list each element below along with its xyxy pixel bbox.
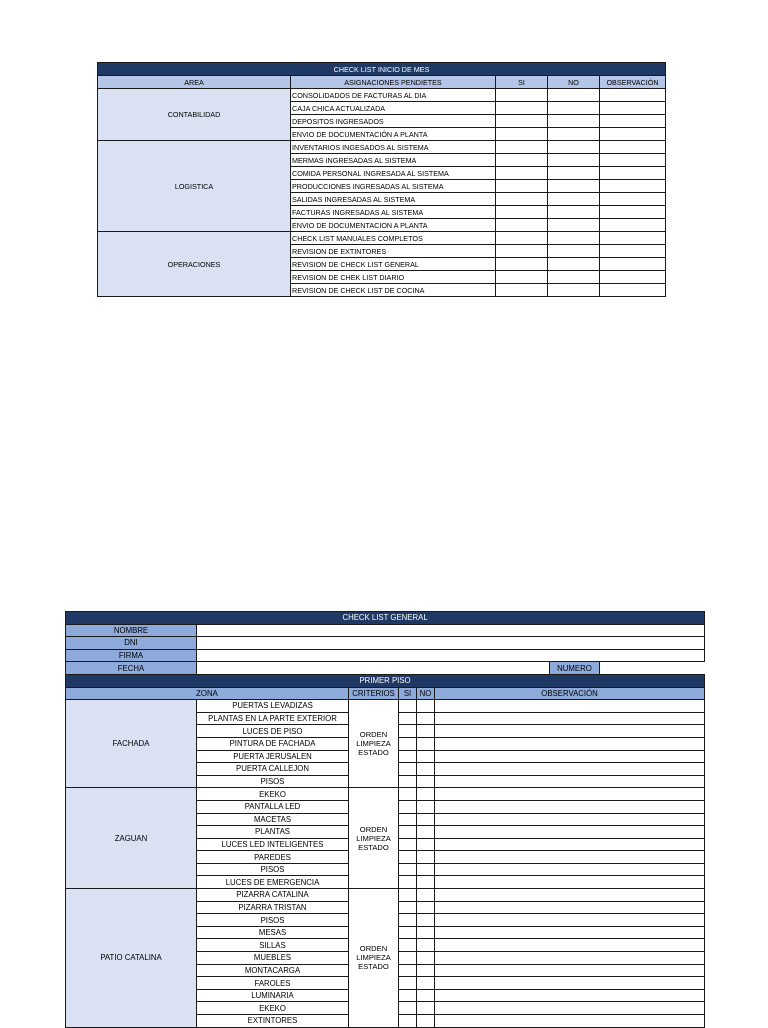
si-checkbox-cell[interactable] <box>399 939 417 952</box>
si-checkbox-cell[interactable] <box>399 700 417 713</box>
field-label-firma: FIRMA <box>66 649 197 662</box>
criteria-cell <box>349 788 399 889</box>
no-checkbox-cell[interactable] <box>548 232 600 245</box>
field-label-fecha: FECHA <box>66 662 197 675</box>
si-checkbox-cell[interactable] <box>399 876 417 889</box>
numero-input[interactable] <box>600 662 705 675</box>
si-checkbox-cell[interactable] <box>496 115 548 128</box>
observation-cell[interactable] <box>435 977 705 990</box>
no-checkbox-cell[interactable] <box>548 89 600 102</box>
observation-cell[interactable] <box>435 725 705 738</box>
criteria-label: LIMPIEZA <box>356 833 391 843</box>
zone-item-cell: PIZARRA CATALINA <box>197 889 349 902</box>
no-checkbox-cell[interactable] <box>548 167 600 180</box>
observation-cell[interactable] <box>435 939 705 952</box>
observation-cell[interactable] <box>435 763 705 776</box>
si-checkbox-cell[interactable] <box>399 763 417 776</box>
si-checkbox-cell[interactable] <box>496 154 548 167</box>
criteria-label: LIMPIEZA <box>356 953 391 963</box>
si-checkbox-cell[interactable] <box>399 737 417 750</box>
zone-cell: ZAGUAN <box>66 788 197 889</box>
observation-cell[interactable] <box>600 89 666 102</box>
observation-cell[interactable] <box>435 700 705 713</box>
no-checkbox-cell[interactable] <box>417 1015 435 1028</box>
no-checkbox-cell[interactable] <box>417 775 435 788</box>
no-checkbox-cell[interactable] <box>417 914 435 927</box>
observation-cell[interactable] <box>600 271 666 284</box>
si-checkbox-cell[interactable] <box>496 206 548 219</box>
no-checkbox-cell[interactable] <box>417 989 435 1002</box>
header-criterios: CRITERIOS <box>349 687 399 700</box>
zone-item-cell: EKEKO <box>197 1002 349 1015</box>
no-checkbox-cell[interactable] <box>417 977 435 990</box>
si-checkbox-cell[interactable] <box>399 851 417 864</box>
task-cell: PRODUCCIONES INGRESADAS AL SISTEMA <box>291 180 496 193</box>
zone-item-cell: PANTALLA LED <box>197 800 349 813</box>
no-checkbox-cell[interactable] <box>417 964 435 977</box>
observation-cell[interactable] <box>600 245 666 258</box>
table-row <box>98 232 666 245</box>
observation-cell[interactable] <box>435 851 705 864</box>
zone-item-cell: PLANTAS <box>197 826 349 839</box>
si-checkbox-cell[interactable] <box>496 102 548 115</box>
observation-cell[interactable] <box>600 141 666 154</box>
header-zona: ZONA <box>66 687 349 700</box>
header-asignaciones: ASIGNACIONES PENDIETES <box>291 76 496 89</box>
si-checkbox-cell[interactable] <box>399 863 417 876</box>
task-cell: REVISION DE CHECK LIST GENERAL <box>291 258 496 271</box>
observation-cell[interactable] <box>600 284 666 297</box>
no-checkbox-cell[interactable] <box>548 154 600 167</box>
criteria-label: ESTADO <box>358 962 389 972</box>
si-checkbox-cell[interactable] <box>399 901 417 914</box>
observation-cell[interactable] <box>600 128 666 141</box>
zone-cell: PATIO CATALINA <box>66 889 197 1028</box>
si-checkbox-cell[interactable] <box>399 838 417 851</box>
task-cell: REVISION DE EXTINTORES <box>291 245 496 258</box>
zone-item-cell: PIZARRA TRISTAN <box>197 901 349 914</box>
si-checkbox-cell[interactable] <box>399 1015 417 1028</box>
observation-cell[interactable] <box>600 167 666 180</box>
no-checkbox-cell[interactable] <box>417 826 435 839</box>
zone-cell: FACHADA <box>66 700 197 788</box>
observation-cell[interactable] <box>435 901 705 914</box>
criteria-cell <box>349 700 399 788</box>
si-checkbox-cell[interactable] <box>496 245 548 258</box>
checklist-general-table <box>65 611 705 1028</box>
si-checkbox-cell[interactable] <box>496 89 548 102</box>
observation-cell[interactable] <box>435 1002 705 1015</box>
no-checkbox-cell[interactable] <box>417 788 435 801</box>
task-cell: ENVIO DE DOCUMENTACIÓN A PLANTA <box>291 128 496 141</box>
no-checkbox-cell[interactable] <box>548 219 600 232</box>
numero-label: NUMERO <box>550 662 600 675</box>
si-checkbox-cell[interactable] <box>399 977 417 990</box>
no-checkbox-cell[interactable] <box>417 952 435 965</box>
field-input-nombre[interactable] <box>197 624 705 637</box>
no-checkbox-cell[interactable] <box>548 271 600 284</box>
si-checkbox-cell[interactable] <box>399 750 417 763</box>
zone-item-cell: MESAS <box>197 926 349 939</box>
criteria-label: ORDEN <box>359 944 388 954</box>
task-cell: SALIDAS INGRESADAS AL SISTEMA <box>291 193 496 206</box>
si-checkbox-cell[interactable] <box>399 725 417 738</box>
si-checkbox-cell[interactable] <box>399 989 417 1002</box>
observation-cell[interactable] <box>600 219 666 232</box>
zone-item-cell: EKEKO <box>197 788 349 801</box>
zone-item-cell: PLANTAS EN LA PARTE EXTERIOR <box>197 712 349 725</box>
table-row <box>66 889 705 902</box>
observation-cell[interactable] <box>600 102 666 115</box>
observation-cell[interactable] <box>435 926 705 939</box>
task-cell: CHECK LIST MANUALES COMPLETOS <box>291 232 496 245</box>
zone-item-cell: LUMINARIA <box>197 989 349 1002</box>
field-input-dni[interactable] <box>197 637 705 650</box>
si-checkbox-cell[interactable] <box>399 926 417 939</box>
field-input-fecha[interactable] <box>197 662 550 675</box>
observation-cell[interactable] <box>600 115 666 128</box>
no-checkbox-cell[interactable] <box>417 851 435 864</box>
observation-cell[interactable] <box>435 712 705 725</box>
si-checkbox-cell[interactable] <box>496 219 548 232</box>
zone-item-cell: SILLAS <box>197 939 349 952</box>
header-no: NO <box>548 76 600 89</box>
no-checkbox-cell[interactable] <box>417 800 435 813</box>
table-row <box>98 89 666 102</box>
observation-cell[interactable] <box>435 876 705 889</box>
checklist-inicio-mes-table <box>97 62 666 297</box>
field-label-dni: DNI <box>66 637 197 650</box>
zone-item-cell: FAROLES <box>197 977 349 990</box>
zone-item-cell: MUEBLES <box>197 952 349 965</box>
observation-cell[interactable] <box>435 914 705 927</box>
si-checkbox-cell[interactable] <box>496 193 548 206</box>
zone-item-cell: LUCES DE PISO <box>197 725 349 738</box>
no-checkbox-cell[interactable] <box>417 838 435 851</box>
si-checkbox-cell[interactable] <box>496 258 548 271</box>
no-checkbox-cell[interactable] <box>548 141 600 154</box>
zone-item-cell: MACETAS <box>197 813 349 826</box>
inicio-mes-title: CHECK LIST INICIO DE MES <box>98 63 666 76</box>
observation-cell[interactable] <box>600 258 666 271</box>
criteria-label: ESTADO <box>358 748 389 758</box>
observation-cell[interactable] <box>600 180 666 193</box>
zone-item-cell: PUERTAS LEVADIZAS <box>197 700 349 713</box>
no-checkbox-cell[interactable] <box>548 102 600 115</box>
si-checkbox-cell[interactable] <box>399 712 417 725</box>
si-checkbox-cell[interactable] <box>399 826 417 839</box>
task-cell: REVISION DE CHECK LIST DE COCINA <box>291 284 496 297</box>
header-no: NO <box>417 687 435 700</box>
zone-item-cell: PISOS <box>197 775 349 788</box>
header-observacion: OBSERVACIÓN <box>600 76 666 89</box>
task-cell: CAJA CHICA ACTUALIZADA <box>291 102 496 115</box>
observation-cell[interactable] <box>435 750 705 763</box>
general-title: CHECK LIST GENERAL <box>66 612 705 625</box>
header-si: SI <box>399 687 417 700</box>
no-checkbox-cell[interactable] <box>417 725 435 738</box>
section-primer-piso: PRIMER PISO <box>66 674 705 687</box>
no-checkbox-cell[interactable] <box>548 245 600 258</box>
zone-item-cell: PAREDES <box>197 851 349 864</box>
task-cell: CONSOLIDADOS DE FACTURAS AL DIA <box>291 89 496 102</box>
observation-cell[interactable] <box>600 206 666 219</box>
zone-item-cell: LUCES LED INTELIGENTES <box>197 838 349 851</box>
task-cell: INVENTARIOS INGESADOS AL SISTEMA <box>291 141 496 154</box>
area-cell: CONTABILIDAD <box>98 89 291 141</box>
area-cell: OPERACIONES <box>98 232 291 297</box>
si-checkbox-cell[interactable] <box>399 775 417 788</box>
si-checkbox-cell[interactable] <box>496 167 548 180</box>
zone-item-cell: PISOS <box>197 863 349 876</box>
si-checkbox-cell[interactable] <box>496 128 548 141</box>
si-checkbox-cell[interactable] <box>399 964 417 977</box>
si-checkbox-cell[interactable] <box>496 284 548 297</box>
observation-cell[interactable] <box>435 838 705 851</box>
no-checkbox-cell[interactable] <box>417 876 435 889</box>
observation-cell[interactable] <box>435 737 705 750</box>
si-checkbox-cell[interactable] <box>399 1002 417 1015</box>
no-checkbox-cell[interactable] <box>417 700 435 713</box>
task-cell: MERMAS INGRESADAS AL SISTEMA <box>291 154 496 167</box>
table-row <box>66 788 705 801</box>
no-checkbox-cell[interactable] <box>417 901 435 914</box>
observation-cell[interactable] <box>435 1015 705 1028</box>
zone-item-cell: LUCES DE EMERGENCIA <box>197 876 349 889</box>
no-checkbox-cell[interactable] <box>417 712 435 725</box>
no-checkbox-cell[interactable] <box>417 939 435 952</box>
task-cell: ENVIO DE DOCUMENTACION A PLANTA <box>291 219 496 232</box>
observation-cell[interactable] <box>435 989 705 1002</box>
si-checkbox-cell[interactable] <box>496 232 548 245</box>
si-checkbox-cell[interactable] <box>496 141 548 154</box>
no-checkbox-cell[interactable] <box>548 206 600 219</box>
si-checkbox-cell[interactable] <box>399 889 417 902</box>
no-checkbox-cell[interactable] <box>417 926 435 939</box>
si-checkbox-cell[interactable] <box>399 914 417 927</box>
criteria-label: LIMPIEZA <box>356 739 391 749</box>
task-cell: FACTURAS INGRESADAS AL SISTEMA <box>291 206 496 219</box>
area-cell: LOGISTICA <box>98 141 291 232</box>
si-checkbox-cell[interactable] <box>399 800 417 813</box>
observation-cell[interactable] <box>600 193 666 206</box>
criteria-label: ESTADO <box>358 842 389 852</box>
no-checkbox-cell[interactable] <box>417 889 435 902</box>
criteria-label: ORDEN <box>359 730 388 740</box>
table-row <box>98 141 666 154</box>
table-row <box>66 700 705 713</box>
observation-cell[interactable] <box>435 952 705 965</box>
header-area: AREA <box>98 76 291 89</box>
no-checkbox-cell[interactable] <box>548 115 600 128</box>
si-checkbox-cell[interactable] <box>496 180 548 193</box>
si-checkbox-cell[interactable] <box>399 813 417 826</box>
header-si: SI <box>496 76 548 89</box>
zone-item-cell: PISOS <box>197 914 349 927</box>
observation-cell[interactable] <box>435 826 705 839</box>
field-label-nombre: NOMBRE <box>66 624 197 637</box>
si-checkbox-cell[interactable] <box>399 952 417 965</box>
zone-item-cell: MONTACARGA <box>197 964 349 977</box>
task-cell: COMIDA PERSONAL INGRESADA AL SISTEMA <box>291 167 496 180</box>
header-observacion: OBSERVACIÓN <box>435 687 705 700</box>
task-cell: REVISION DE CHEK LIST DIARIO <box>291 271 496 284</box>
no-checkbox-cell[interactable] <box>417 813 435 826</box>
zone-item-cell: PUERTA JERUSALEN <box>197 750 349 763</box>
zone-item-cell: PUERTA CALLEJON <box>197 763 349 776</box>
no-checkbox-cell[interactable] <box>417 1002 435 1015</box>
observation-cell[interactable] <box>600 232 666 245</box>
no-checkbox-cell[interactable] <box>417 763 435 776</box>
observation-cell[interactable] <box>435 788 705 801</box>
task-cell: DEPOSITOS INGRESADOS <box>291 115 496 128</box>
zone-item-cell: EXTINTORES <box>197 1015 349 1028</box>
criteria-cell <box>349 889 399 1028</box>
no-checkbox-cell[interactable] <box>417 750 435 763</box>
observation-cell[interactable] <box>600 154 666 167</box>
si-checkbox-cell[interactable] <box>399 788 417 801</box>
observation-cell[interactable] <box>435 775 705 788</box>
no-checkbox-cell[interactable] <box>548 284 600 297</box>
no-checkbox-cell[interactable] <box>548 180 600 193</box>
no-checkbox-cell[interactable] <box>417 737 435 750</box>
no-checkbox-cell[interactable] <box>548 258 600 271</box>
no-checkbox-cell[interactable] <box>548 128 600 141</box>
no-checkbox-cell[interactable] <box>417 863 435 876</box>
criteria-label: ORDEN <box>359 824 388 834</box>
observation-cell[interactable] <box>435 964 705 977</box>
no-checkbox-cell[interactable] <box>548 193 600 206</box>
observation-cell[interactable] <box>435 800 705 813</box>
zone-item-cell: PINTURA DE FACHADA <box>197 737 349 750</box>
observation-cell[interactable] <box>435 863 705 876</box>
observation-cell[interactable] <box>435 889 705 902</box>
si-checkbox-cell[interactable] <box>496 271 548 284</box>
field-input-firma[interactable] <box>197 649 705 662</box>
observation-cell[interactable] <box>435 813 705 826</box>
